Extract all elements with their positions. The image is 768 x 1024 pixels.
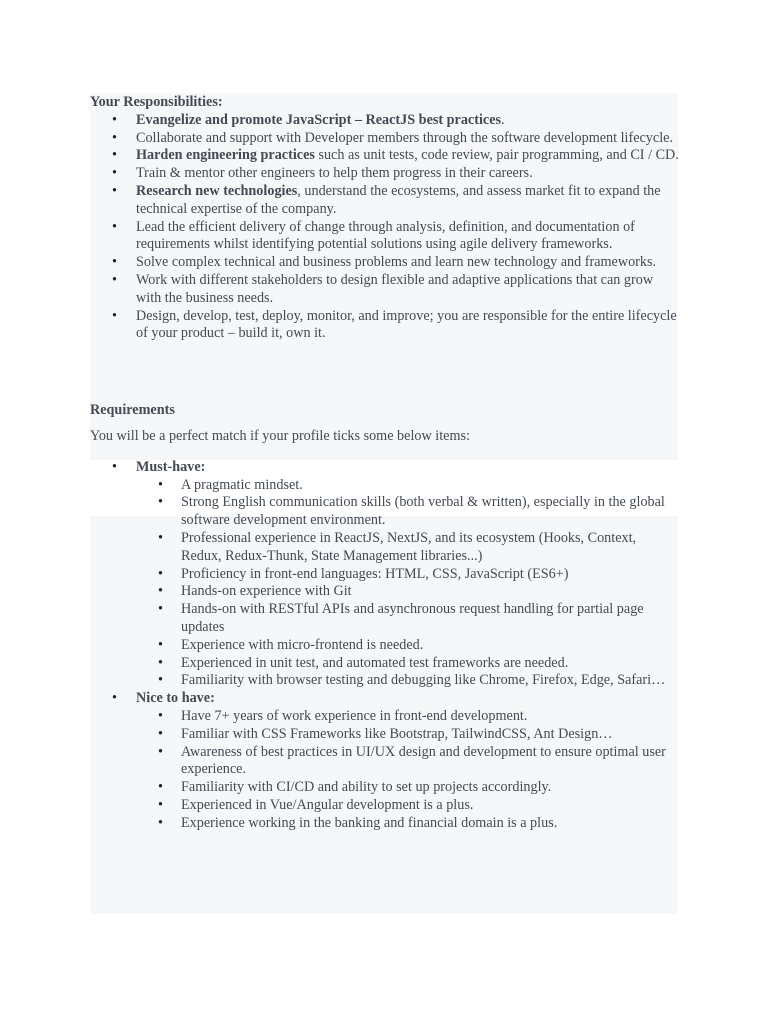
list-item: • Experienced in Vue/Angular development is a plus.: [136, 797, 680, 815]
must-have-list: [136, 477, 680, 691]
list-item: • Familiarity with CI/CD and ability to set up projects accordingly.: [136, 779, 680, 797]
list-item: • Proficiency in front-end languages: HTML, CSS, JavaScript (ES6+): [136, 566, 680, 584]
list-item: • Experience working in the banking and financial domain is a plus.: [136, 815, 680, 833]
list-item: • Professional experience in ReactJS, NextJS, and its ecosystem (Hooks, Context, Redux, Redux-Thunk, State Management libraries...): [136, 530, 680, 566]
list-item: • Familiarity with browser testing and debugging like Chrome, Firefox, Edge, Safari…: [136, 672, 680, 690]
requirements-intro: You will be a perfect match if your profile ticks some below items:: [90, 427, 470, 444]
responsibilities-heading: Your Responsibilities:: [90, 94, 223, 110]
list-item: • Collaborate and support with Developer members through the software development lifecycle.: [90, 130, 680, 148]
nice-to-have-label: Nice to have:: [136, 690, 215, 707]
list-item: • Work with different stakeholders to design flexible and adaptive applications that can grow with the business needs.: [90, 272, 680, 308]
list-item: • Experienced in unit test, and automated test frameworks are needed.: [136, 655, 680, 673]
must-have-section: [90, 459, 680, 690]
list-item: • Lead the efficient delivery of change through analysis, definition, and documentation of requirements whilst identifying potential solutions using agile delivery frameworks.: [90, 219, 680, 255]
list-item: • Evangelize and promote JavaScript – ReactJS best practices.: [90, 112, 680, 130]
requirements-list: [90, 459, 680, 833]
nice-to-have-section: [90, 690, 680, 832]
requirements-heading: Requirements: [90, 402, 175, 419]
list-item: • Hands-on experience with Git: [136, 583, 680, 601]
must-have-label: Must-have:: [136, 458, 206, 475]
list-item: • Harden engineering practices such as unit tests, code review, pair programming, and CI / CD.: [90, 147, 680, 165]
list-item: • Hands-on with RESTful APIs and asynchronous request handling for partial page updates: [136, 601, 680, 637]
list-item: • Solve complex technical and business problems and learn new technology and frameworks.: [90, 254, 680, 272]
nice-to-have-list: [136, 708, 680, 833]
list-item: • Have 7+ years of work experience in front-end development.: [136, 708, 680, 726]
list-item: • Design, develop, test, deploy, monitor, and improve; you are responsible for the entire lifecycle of your product – build it, own it.: [90, 308, 680, 344]
list-item: • Strong English communication skills (both verbal & written), especially in the global software development environment.: [136, 494, 680, 530]
responsibilities-list: [90, 112, 680, 343]
list-item: • A pragmatic mindset.: [136, 477, 680, 495]
list-item: • Experience with micro-frontend is needed.: [136, 637, 680, 655]
list-item: • Familiar with CSS Frameworks like Bootstrap, TailwindCSS, Ant Design…: [136, 726, 680, 744]
list-item: • Awareness of best practices in UI/UX design and development to ensure optimal user experience.: [136, 744, 680, 780]
list-item: • Train & mentor other engineers to help them progress in their careers.: [90, 165, 680, 183]
list-item: • Research new technologies, understand the ecosystems, and assess market fit to expand the technical expertise of the company.: [90, 183, 680, 219]
document-content: [90, 94, 680, 832]
